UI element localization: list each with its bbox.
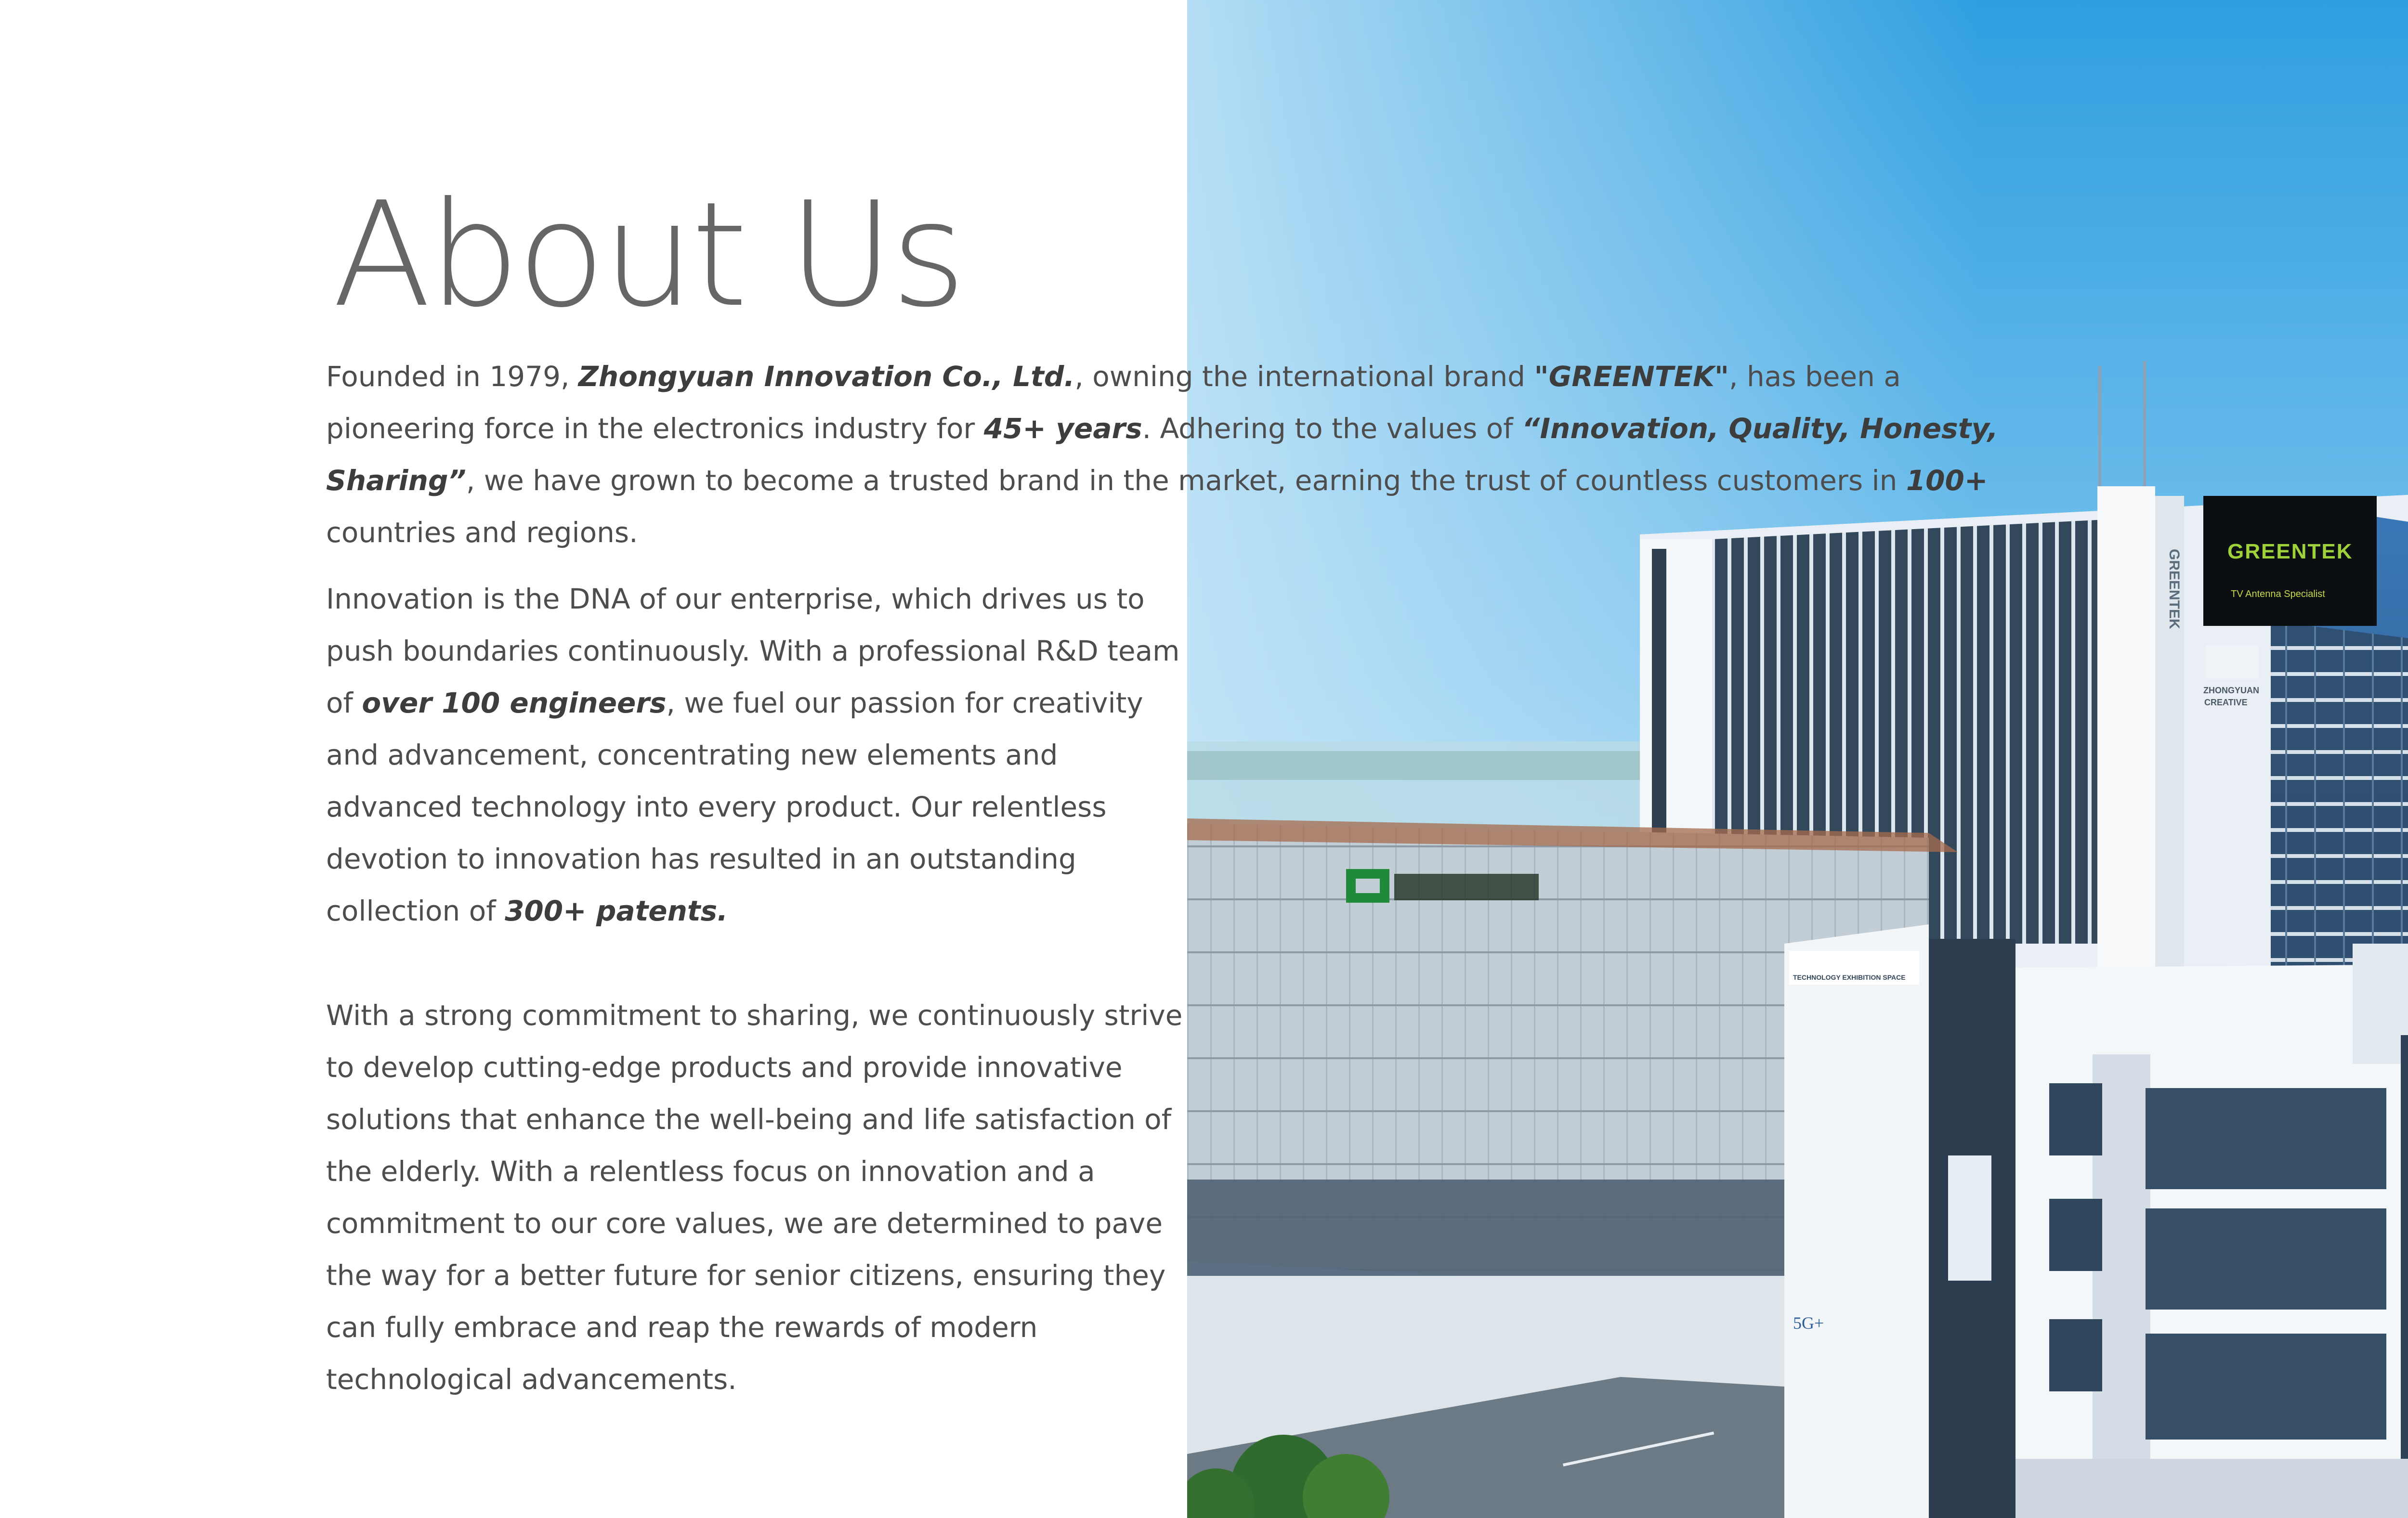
sign-tagline: TV Antenna Specialist	[2231, 589, 2325, 599]
sign-brand: GREENTEK	[2227, 540, 2353, 563]
innovation-text-2: , we fuel our passion for creativity and advancement, concentrating new elements and advanced technology into every product. Our relentless devotion to innovation has resulted in an outstanding collection of	[326, 687, 1143, 927]
intro-text-5: , we have grown to become a trusted brand in the market, earning the trust of countless customers in	[466, 464, 1906, 497]
sharing-text: With a strong commitment to sharing, we continuously strive to develop cutting-edge products and provide innovative solutions that enhance the well-being and life satisfaction of the elderly. With a relentless focus on innovation and a commitment to our core values, we are determined to pave the way for a better future for senior citizens, ensuring they can fully embrace and reap the rewards of modern technological advancements.	[326, 999, 1183, 1396]
sign-5g: 5G+	[1793, 1313, 1824, 1333]
zhongyuan-logo-icon	[1346, 869, 1539, 903]
intro-text-2: , owning the international brand	[1074, 360, 1534, 393]
intro-paragraph	[326, 350, 2021, 558]
years-highlight: 45+ years	[983, 412, 1142, 445]
sign-creative: CREATIVE	[2204, 698, 2248, 707]
page-title: About Us	[332, 171, 964, 339]
company-building-photo	[1187, 0, 2408, 1518]
countries-highlight: 100+	[1906, 464, 1988, 497]
values-highlight: “Innovation, Quality, Honesty, Sharing”	[326, 412, 1998, 497]
vertical-brand-sign: GREENTEK	[2166, 549, 2182, 629]
intro-text-1: Founded in 1979,	[326, 360, 578, 393]
sign-company: ZHONGYUAN	[2203, 686, 2259, 695]
sign-exhibition: TECHNOLOGY EXHIBITION SPACE	[1793, 973, 1906, 981]
patents-highlight: 300+ patents.	[505, 895, 728, 927]
engineers-highlight: over 100 engineers	[362, 687, 667, 719]
intro-text-6: countries and regions.	[326, 516, 638, 549]
company-name: Zhongyuan Innovation Co., Ltd.	[578, 360, 1075, 393]
sharing-paragraph	[326, 989, 1193, 1405]
intro-text-3: , has been a pioneering force in the electronics industry for	[326, 360, 1901, 445]
intro-text-4: . Adhering to the values of	[1142, 412, 1522, 445]
innovation-text-1: Innovation is the DNA of our enterprise, which drives us to push boundaries continuously. With a professional R&D team of	[326, 583, 1180, 719]
innovation-paragraph	[326, 573, 1193, 937]
brand-name: "GREENTEK"	[1534, 360, 1729, 393]
